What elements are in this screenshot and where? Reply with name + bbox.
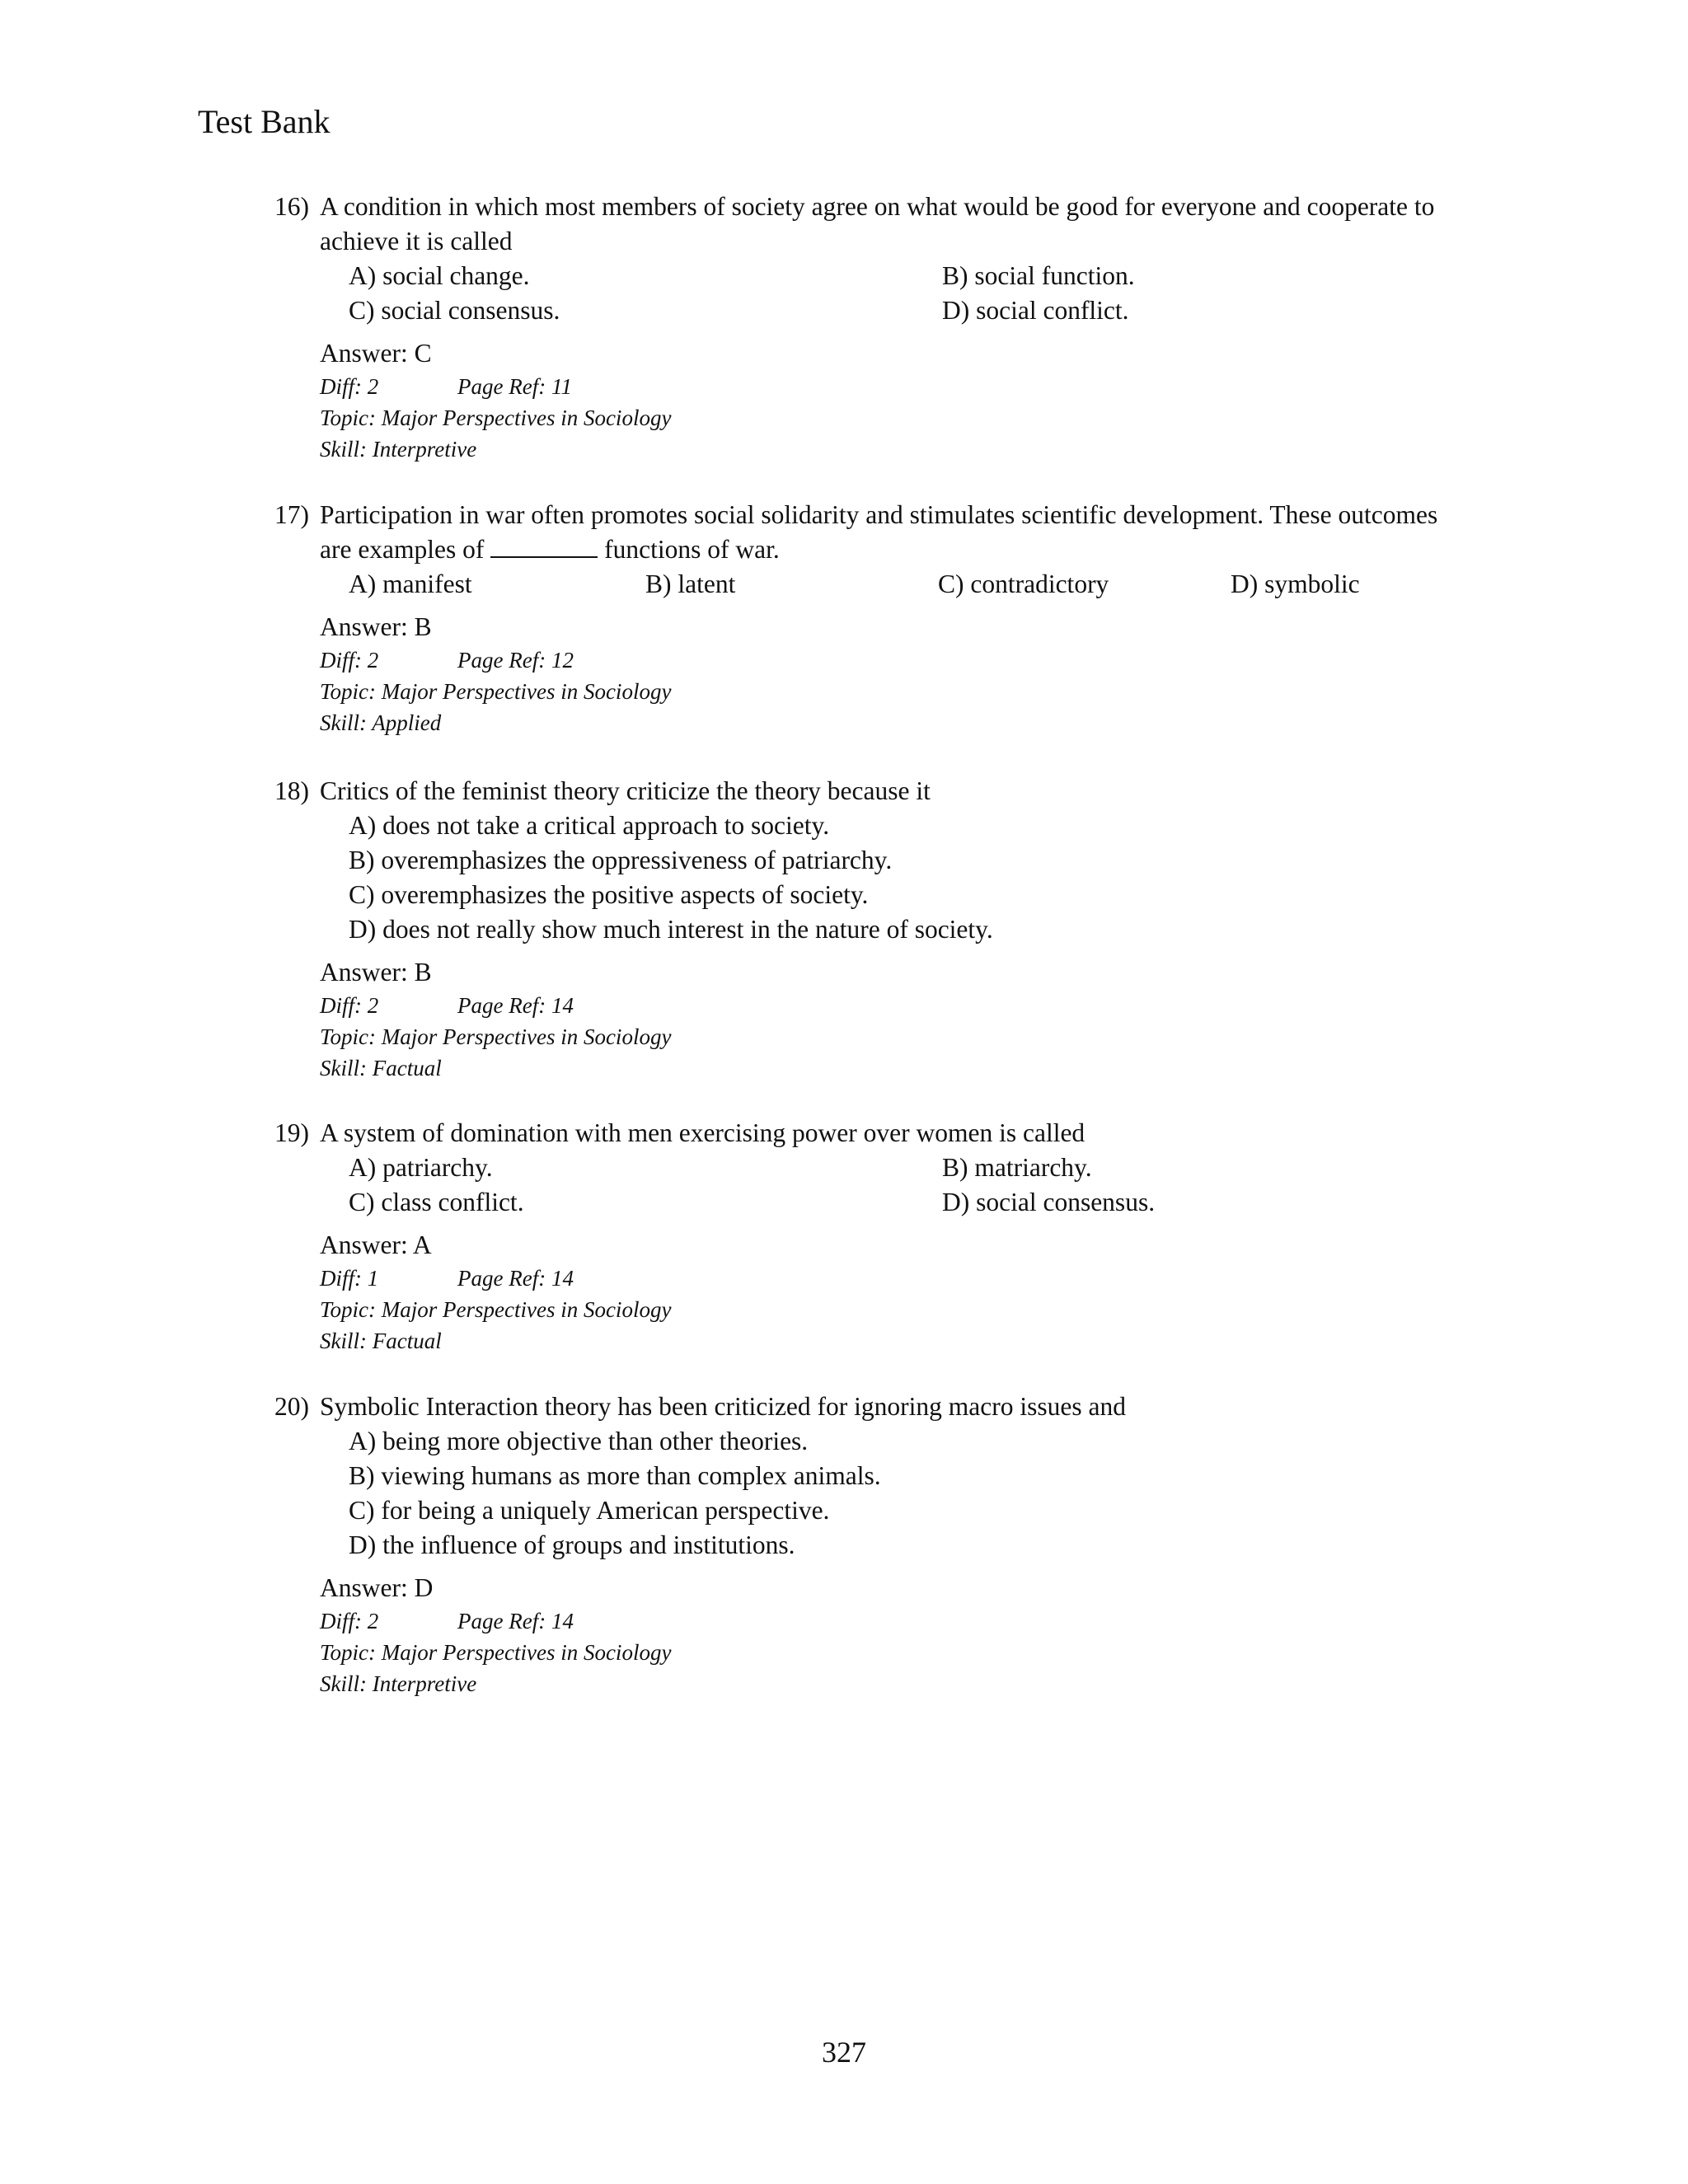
- topic: Topic: Major Perspectives in Sociology: [320, 1640, 672, 1665]
- option-d: D) social consensus.: [942, 1188, 1156, 1216]
- skill: Skill: Interpretive: [320, 437, 477, 462]
- meta-diff-pageref: [274, 1605, 1445, 1637]
- question-18: [274, 774, 1445, 1084]
- skill: Skill: Applied: [320, 710, 442, 735]
- meta-diff-pageref: [274, 1263, 1445, 1294]
- skill: Skill: Interpretive: [320, 1671, 477, 1696]
- options-list: [274, 259, 1445, 328]
- options-list: [274, 808, 1445, 947]
- question-number: 16): [274, 192, 309, 221]
- question-text: A system of domination with men exercising power over women is called: [320, 1118, 1085, 1147]
- question-16: [274, 190, 1445, 465]
- question-stem: [274, 498, 1445, 567]
- options-list: [274, 1424, 1445, 1563]
- option-a: A) does not take a critical approach to society.: [349, 811, 830, 840]
- fill-in-blank: [490, 535, 598, 558]
- question-text: Symbolic Interaction theory has been criticized for ignoring macro issues and: [320, 1392, 1126, 1421]
- question-text: A condition in which most members of society agree on what would be good for everyone and cooperate to achieve it is called: [320, 192, 1435, 255]
- question-text: Critics of the feminist theory criticize the theory because it: [320, 776, 931, 805]
- option-a: A) being more objective than other theories.: [349, 1427, 809, 1455]
- question-17: [274, 498, 1445, 738]
- option-d: D) does not really show much interest in the nature of society.: [349, 915, 993, 944]
- option-a: A) manifest: [349, 569, 472, 598]
- option-a: A) social change.: [349, 261, 530, 290]
- meta-diff-pageref: [274, 644, 1445, 676]
- question-number: 19): [274, 1118, 309, 1147]
- page-number: 327: [822, 2036, 866, 2069]
- meta-diff-pageref: [274, 990, 1445, 1021]
- page-ref: Page Ref: 11: [457, 374, 572, 399]
- skill: Skill: Factual: [320, 1056, 442, 1080]
- topic: Topic: Major Perspectives in Sociology: [320, 405, 672, 430]
- question-number: 20): [274, 1392, 309, 1421]
- question-stem: [274, 1116, 1445, 1151]
- option-c: C) for being a uniquely American perspective.: [349, 1496, 830, 1525]
- difficulty: Diff: 2: [320, 993, 379, 1018]
- page-ref: Page Ref: 14: [457, 1266, 574, 1291]
- question-text-continued: functions of war.: [604, 535, 780, 564]
- option-a: A) patriarchy.: [349, 1153, 493, 1182]
- difficulty: Diff: 2: [320, 1609, 379, 1633]
- difficulty: Diff: 2: [320, 374, 379, 399]
- page-ref: Page Ref: 14: [457, 1609, 574, 1633]
- option-d: D) the influence of groups and institutions.: [349, 1530, 795, 1559]
- option-c: C) social consensus.: [349, 296, 560, 325]
- option-c: C) class conflict.: [349, 1188, 524, 1216]
- question-stem: [274, 774, 1445, 808]
- question-stem: [274, 1390, 1445, 1424]
- option-b: B) matriarchy.: [942, 1153, 1092, 1182]
- answer-key: Answer: D: [320, 1573, 434, 1602]
- topic: Topic: Major Perspectives in Sociology: [320, 1024, 672, 1049]
- page-ref: Page Ref: 12: [457, 648, 574, 673]
- difficulty: Diff: 1: [320, 1266, 379, 1291]
- question-text: Participation in war often promotes social solidarity and stimulates scientific development. These outcomes are examples of: [320, 500, 1438, 564]
- option-c: C) contradictory: [938, 569, 1109, 598]
- option-b: B) latent: [645, 569, 736, 598]
- options-list: [274, 1151, 1445, 1220]
- option-c: C) overemphasizes the positive aspects of society.: [349, 880, 869, 909]
- option-d: D) social conflict.: [942, 296, 1129, 325]
- difficulty: Diff: 2: [320, 648, 379, 673]
- question-20: [274, 1390, 1445, 1699]
- answer-key: Answer: A: [320, 1230, 432, 1259]
- question-number: 18): [274, 776, 309, 805]
- answer-key: Answer: B: [320, 958, 432, 987]
- meta-diff-pageref: [274, 371, 1445, 402]
- question-number: 17): [274, 500, 309, 529]
- option-d: D) symbolic: [1231, 569, 1360, 598]
- answer-key: Answer: B: [320, 612, 432, 641]
- page-ref: Page Ref: 14: [457, 993, 574, 1018]
- option-b: B) overemphasizes the oppressiveness of patriarchy.: [349, 846, 893, 874]
- question-19: [274, 1116, 1445, 1357]
- answer-key: Answer: C: [320, 339, 432, 368]
- option-b: B) viewing humans as more than complex animals.: [349, 1461, 881, 1490]
- options-list: [274, 567, 1445, 602]
- topic: Topic: Major Perspectives in Sociology: [320, 1297, 672, 1322]
- option-b: B) social function.: [942, 261, 1135, 290]
- question-stem: [274, 190, 1445, 259]
- page-header: Test Bank: [198, 103, 331, 140]
- skill: Skill: Factual: [320, 1329, 442, 1353]
- topic: Topic: Major Perspectives in Sociology: [320, 679, 672, 704]
